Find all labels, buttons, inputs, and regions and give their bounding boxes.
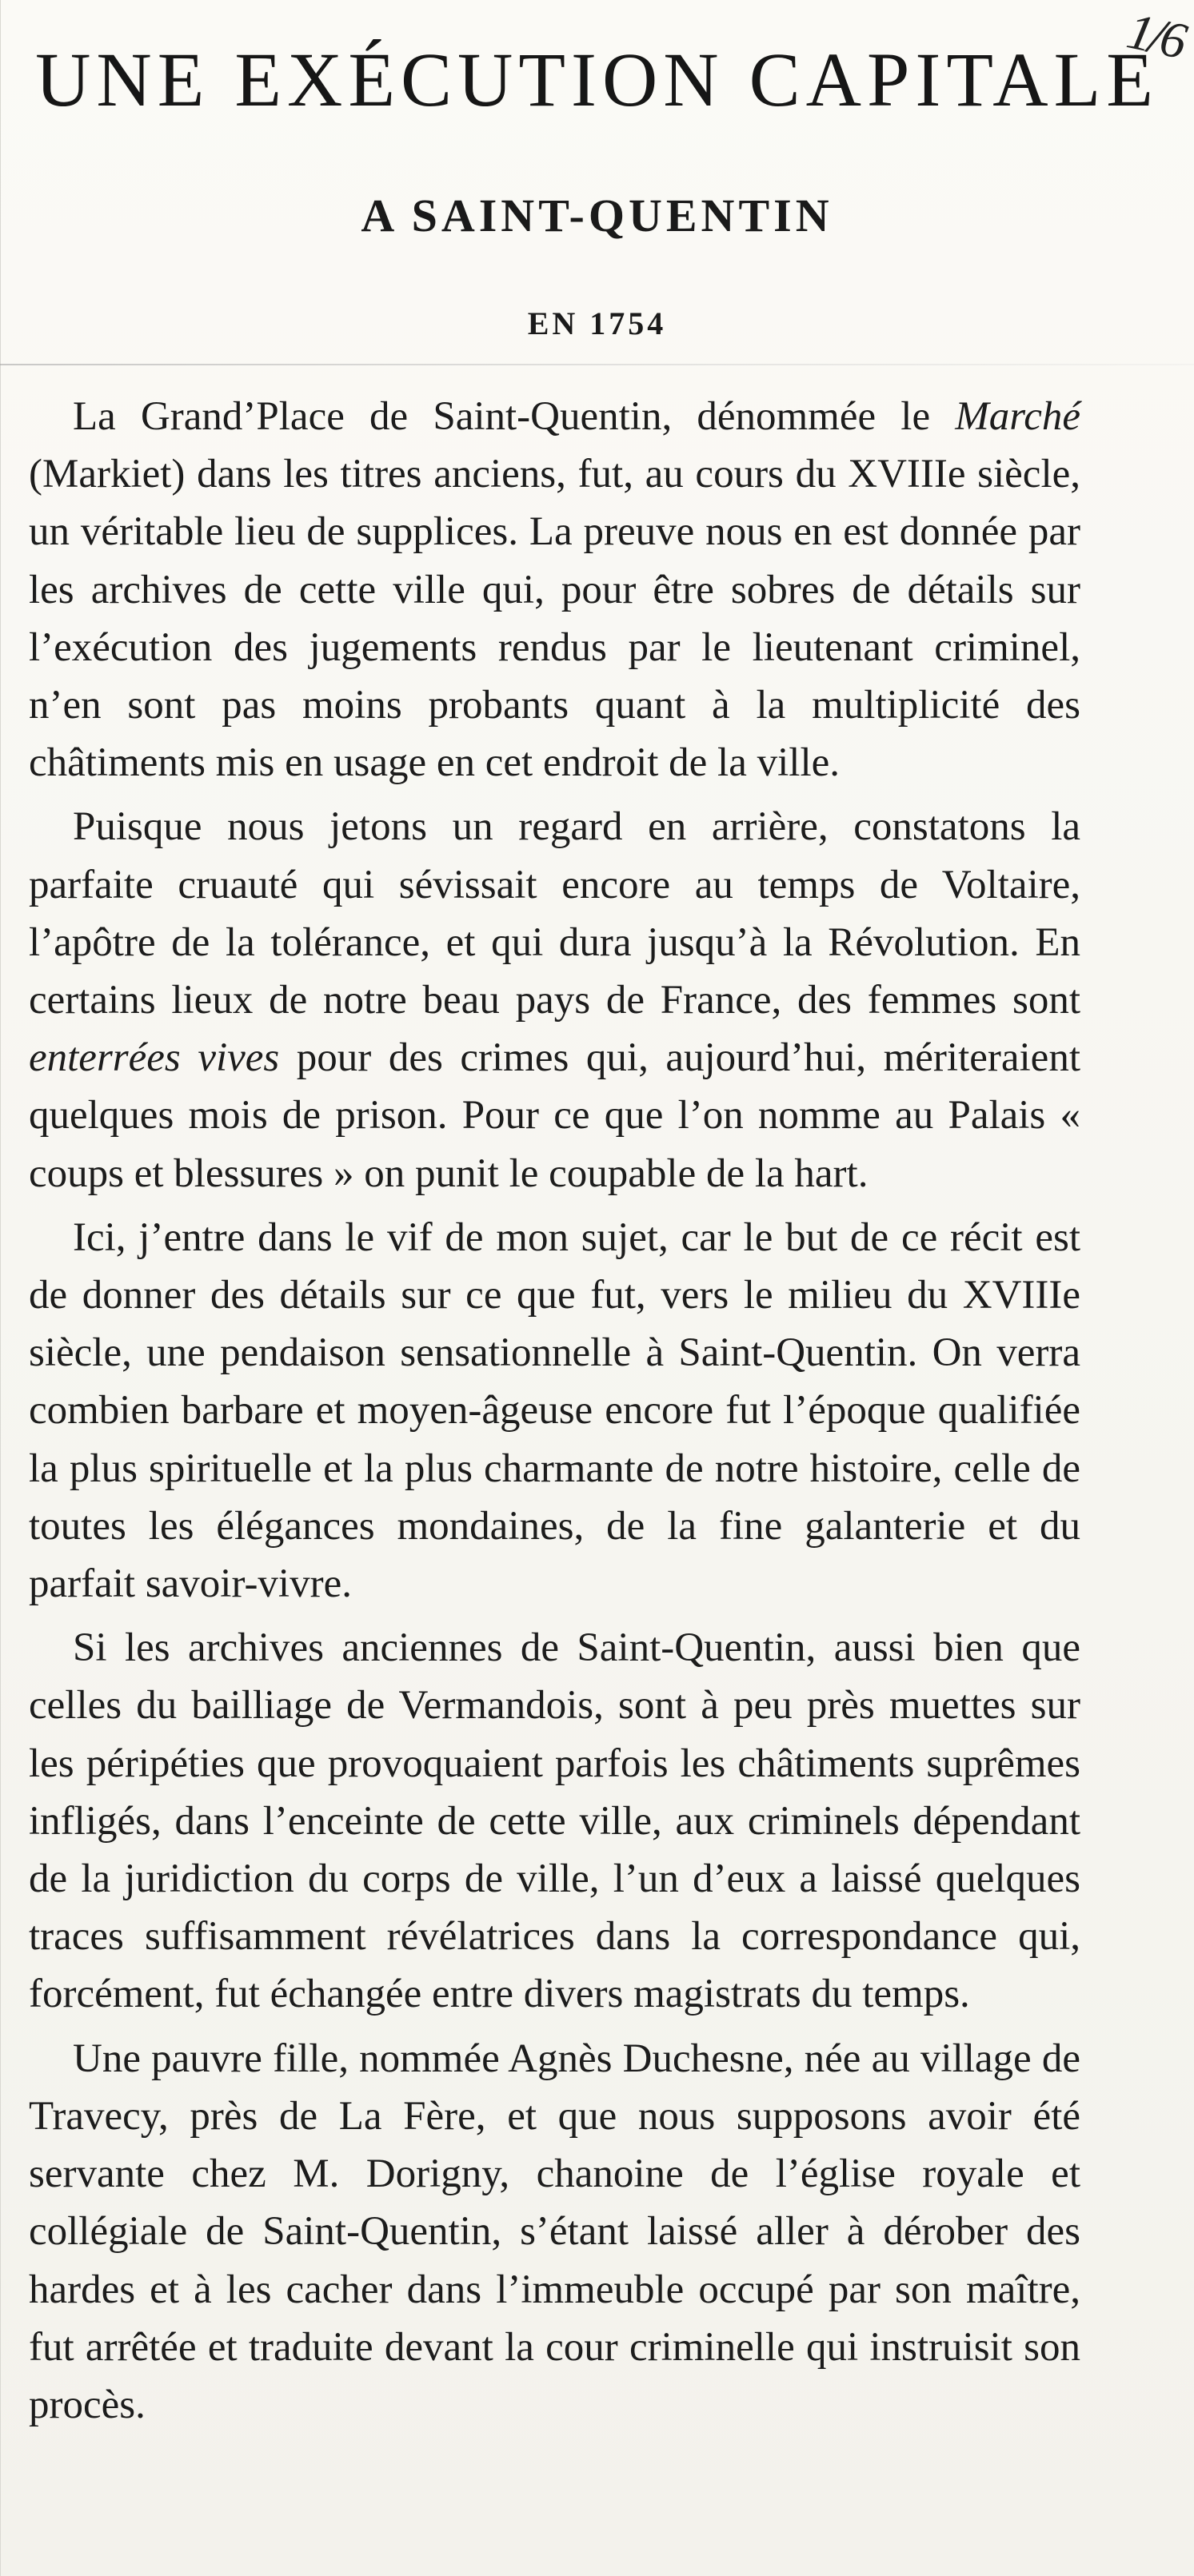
text-run-italic: Marché bbox=[955, 394, 1080, 439]
text-run: Si les archives anciennes de Saint-Quentin, aussi bien que celles du bailliage de Vermandois, sont à peu près muettes sur les péripéties que provoquaient parfois les châtiments suprêmes infligés, dans l’enceinte de cette ville, aux criminels dépendant de la juridiction du corps de ville, l’un d’eux a laissé quelques traces suffisamment révélatrices dans la correspondance qui, forcément, fut échangée entre divers magistrats du temps. bbox=[29, 1625, 1080, 2017]
paragraph-4 bbox=[29, 1619, 1080, 2023]
folio-mark: 1/6 bbox=[1122, 2, 1189, 70]
text-run: Puisque nous jetons un regard en arrière, constatons la parfaite cruauté qui sévissait encore au temps de Voltaire, l’apôtre de la tolérance, et qui dura jusqu’à la Révolution. En certains lieux de notre beau pays de France, des femmes sont bbox=[29, 804, 1080, 1023]
document-subtitle: A SAINT-QUENTIN bbox=[361, 189, 833, 241]
paragraph-1 bbox=[29, 388, 1080, 792]
text-run-italic: enterrées vives bbox=[29, 1035, 280, 1081]
text-run: (Markiet) dans les titres anciens, fut, au cours du XVIIIe siècle, un véritable lieu de supplices. La preuve nous en est donnée par les archives de cette ville qui, pour être sobres de détails sur l’exécution des jugements rendus par le lieutenant criminel, n’en sont pas moins probants quant à la multiplicité des châtiments mis en usage en cet endroit de la ville. bbox=[29, 452, 1080, 786]
text-run: La Grand’Place de Saint-Quentin, dénommée le bbox=[73, 394, 956, 439]
text-run: Ici, j’entre dans le vif de mon sujet, car le but de ce récit est de donner des détails sur ce que fut, vers le milieu du XVIIIe siècle, une pendaison sensationnelle à Saint-Quentin. On verra combien barbare et moyen-âgeuse encore fut l’époque qualifiée la plus spirituelle et la plus charmante de notre histoire, celle de toutes les élégances mondaines, de la fine galanterie et du parfait savoir-vivre. bbox=[29, 1214, 1080, 1607]
paragraph-3 bbox=[29, 1209, 1080, 1613]
document-title: UNE EXÉCUTION CAPITALE bbox=[35, 37, 1159, 122]
paragraph-5 bbox=[29, 2030, 1080, 2434]
page-edge bbox=[0, 0, 1, 2576]
dateline: EN 1754 bbox=[527, 305, 667, 341]
scan-fold-line bbox=[0, 364, 1194, 365]
text-run: Une pauvre fille, nommée Agnès Duchesne, née au village de Travecy, près de La Fère, et que nous supposons avoir été servante chez M. Dorigny, chanoine de l’église royale et collégiale de Saint-Quentin, s’étant laissé aller à dérober des hardes et à les cacher dans l’immeuble occupé par son maître, fut arrêtée et traduite devant la cour criminelle qui instruisit son procès. bbox=[29, 2036, 1080, 2427]
article-body bbox=[29, 388, 1080, 2440]
paragraph-2 bbox=[29, 798, 1080, 1202]
text-run: pour des crimes qui, aujourd’hui, mériteraient quelques mois de prison. Pour ce que l’on nomme au Palais « coups et blessures » on punit le coupable de la hart. bbox=[29, 1035, 1080, 1196]
